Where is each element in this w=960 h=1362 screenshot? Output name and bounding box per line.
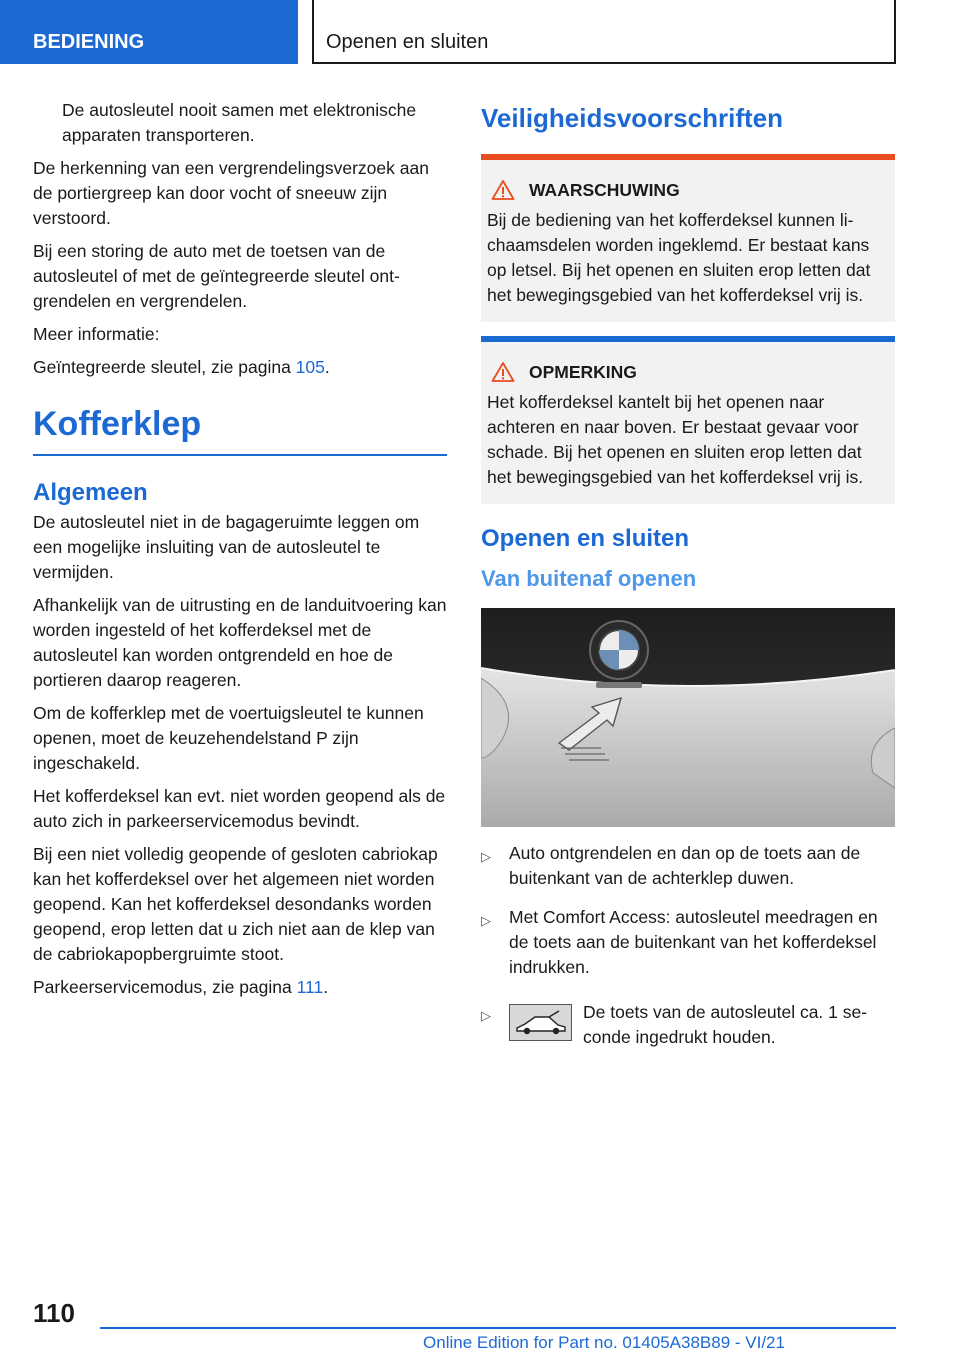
reference-text: Geïntegreerde sleutel, zie pagina	[33, 357, 296, 377]
reference-text: Parkeerservicemodus, zie pagina	[33, 977, 297, 997]
list-item-text: Auto ontgrendelen en dan op de toets aan de buitenkant van de achterklep duwen.	[509, 843, 861, 888]
warning-label: WAARSCHUWING	[529, 180, 680, 200]
page-link-111[interactable]: 111	[296, 977, 324, 997]
paragraph: Om de kofferklep met de voertuigsleutel te kunnen openen, moet de keuzehendelstand P zijn ingeschakeld.	[33, 703, 424, 773]
paragraph: Bij een storing de auto met de toetsen van de autosleutel of met de geïntegreerde sleutel ontgrendelen en vergrendelen.	[33, 241, 400, 311]
paragraph: Het kofferdeksel kan evt. niet worden geopend als de auto zich in parkeerservicemodus bevindt.	[33, 786, 446, 831]
bullet-triangle-icon: ▷	[481, 913, 491, 928]
paragraph: Bij een niet volledig geopende of gesloten cabriokap kan het kofferdeksel over het algemeen niet worden geopend. Kan het kofferdeksel desondanks worden geopend, erop letten dat u zich niet aan de klep van de cabriokapopbergruimte stoot.	[33, 844, 438, 964]
list-item-text: Met Comfort Access: autosleutel meedragen en de toets aan de buitenkant van het kofferdeksel indrukken.	[509, 907, 878, 977]
notice-box	[481, 336, 895, 504]
notice-text: Het kofferdeksel kantelt bij het openen naar achteren en naar boven. Er bestaat gevaar voor schade. Bij het openen en sluiten erop letten dat het bewegingsgebied van het kofferdeksel vrij is.	[487, 392, 864, 487]
warning-triangle-icon	[491, 361, 515, 383]
cross-reference: Geïntegreerde sleutel, zie pagina 105.	[33, 357, 330, 377]
bullet-triangle-icon: ▷	[481, 1008, 491, 1023]
page-link-105[interactable]: 105	[295, 357, 325, 377]
chapter-title: Openen en sluiten	[312, 0, 896, 64]
cross-reference: Parkeerservicemodus, zie pagina 111.	[33, 977, 329, 997]
notice-label: OPMERKING	[529, 362, 637, 382]
notice-title	[487, 360, 887, 384]
paragraph: Afhankelijk van de uitrusting en de landuitvoering kan worden ingesteld of het kofferdeksel met de autosleutel kan worden ontgrendeld en hoe de portieren daarop reageren.	[33, 595, 447, 690]
left-column	[33, 98, 447, 1008]
bullet-triangle-icon: ▷	[481, 849, 491, 864]
right-column	[481, 98, 895, 1050]
car-trunk-key-button-icon	[509, 1004, 572, 1041]
edition-footer: Online Edition for Part no. 01405A38B89 - VI/21	[423, 1333, 785, 1352]
heading-algemeen: Algemeen	[33, 479, 148, 506]
heading-kofferklep: Kofferklep	[33, 402, 447, 456]
page-number: 110	[33, 1298, 75, 1328]
heading-van-buitenaf-openen: Van buitenaf openen	[481, 566, 697, 591]
list-item	[481, 841, 895, 891]
warning-box	[481, 154, 895, 322]
warning-text: Bij de bediening van het kofferdeksel kunnen lichaamsdelen worden ingeklemd. Er bestaat kans op letsel. Bij het openen en sluiten erop letten dat het bewegingsgebied van het kofferdeksel vrij is.	[487, 210, 871, 305]
warning-title	[487, 178, 887, 202]
list-item	[481, 1000, 895, 1050]
heading-safety: Veiligheidsvoorschriften	[481, 103, 783, 133]
section-tab: BEDIENING	[0, 0, 298, 64]
heading-openen-en-sluiten: Openen en sluiten	[481, 525, 690, 552]
warning-triangle-icon	[491, 179, 515, 201]
trunk-button-photo	[481, 608, 895, 827]
paragraph: De autosleutel niet in de bagageruimte leggen om een mogelijke insluiting van de autosleutel te vermijden.	[33, 512, 420, 582]
intro-paragraph: De autosleutel nooit samen met elektronische apparaten transporteren.	[62, 100, 417, 145]
paragraph: De herkenning van een vergrendelingsverzoek aan de portiergreep kan door vocht of sneeuw zijn verstoord.	[33, 158, 429, 228]
footer-divider	[100, 1327, 896, 1329]
paragraph: Meer informatie:	[33, 324, 160, 344]
list-item-text: De toets van de autosleutel ca. 1 seconde ingedrukt houden.	[583, 1002, 868, 1047]
list-item	[481, 905, 895, 980]
